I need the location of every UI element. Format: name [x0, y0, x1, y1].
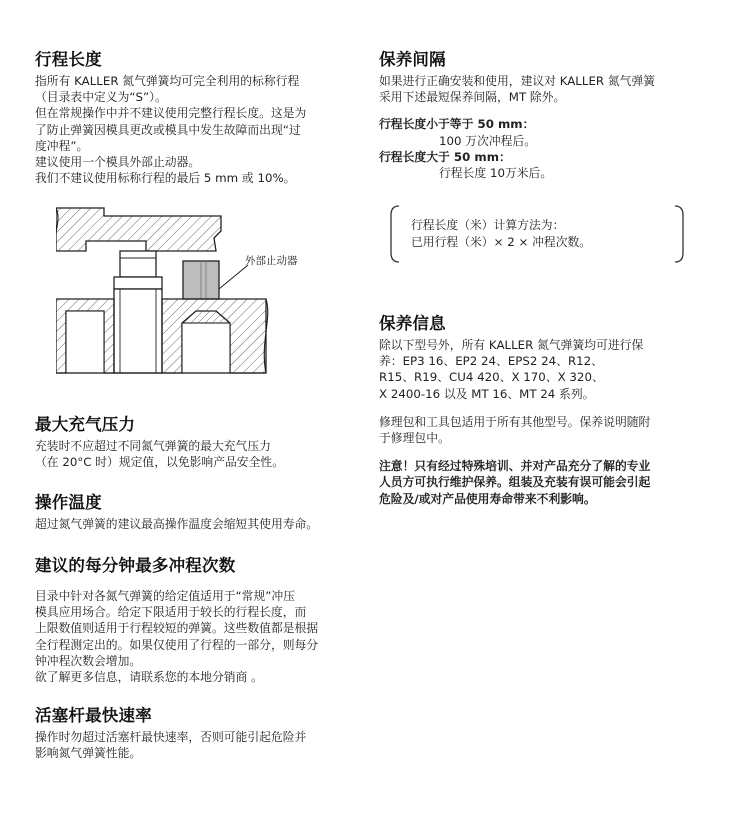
strokes-per-minute-section: [35, 556, 357, 685]
service-interval-heading: 保养间隔: [379, 50, 446, 69]
rule2-label: 行程长度大于 50 mm：: [379, 149, 511, 164]
text-line: 于修理包中。: [379, 431, 450, 446]
text-line: 修理包和工具包适用于所有其他型号。保养说明随附: [379, 414, 651, 429]
rule2-value: 行程长度 10万米后。: [439, 166, 553, 181]
service-info-section: [379, 314, 699, 507]
formula-line: 行程长度（米）计算方法为：: [411, 218, 565, 232]
strokes-per-minute-text: [35, 588, 357, 685]
text-line: 度冲程”。: [35, 138, 89, 153]
text-line: 模具应用场合。给定下限适用于较长的行程长度，而: [35, 605, 307, 620]
operating-temp-section: [35, 493, 357, 532]
text-line: 欲了解更多信息，请联系您的本地分销商 。: [35, 670, 263, 685]
text-line: 影响氮气弹簧性能。: [35, 746, 142, 761]
piston-speed-text: [35, 729, 357, 761]
text-line: 指所有 KALLER 氮气弹簧均可完全利用的标称行程: [35, 74, 300, 88]
max-pressure-text: [35, 438, 357, 470]
warning-line: 注意！只有经过特殊培训、并对产品充分了解的专业: [379, 459, 651, 474]
service-interval-section: [379, 50, 699, 181]
piston-speed-section: [35, 706, 357, 761]
service-interval-text: [379, 73, 699, 105]
strokes-per-minute-heading: 建议的每分钟最多冲程次数: [35, 556, 236, 575]
formula-text: [411, 217, 591, 251]
text-line: 如果进行正确安装和使用，建议对 KALLER 氮气弹簧: [379, 74, 656, 88]
text-line: R15、R19、CU4 420、X 170、X 320、: [379, 370, 604, 385]
text-line: （在 20°C 时）规定值，以免影响产品安全性。: [35, 455, 284, 470]
text-line: 全行程测定出的。如果仅使用了行程的一部分，则每分: [35, 637, 319, 652]
warning-line: 危险及/或对产品使用寿命带来不利影响。: [379, 491, 596, 506]
operating-temp-text: [35, 516, 357, 532]
text-line: 采用下述最短保养间隔，MT 除外。: [379, 90, 566, 105]
max-pressure-heading: 最大充气压力: [35, 415, 136, 434]
text-line: 操作时勿超过活塞杆最快速率，否则可能引起危险并: [35, 730, 307, 744]
stroke-length-section: [35, 50, 357, 186]
text-line: 目录中针对各氮气弹簧的给定值适用于“常规”冲压: [35, 589, 295, 603]
text-line: 除以下型号外，所有 KALLER 氮气弹簧均可进行保: [379, 338, 644, 352]
service-info-heading: 保养信息: [379, 314, 446, 333]
external-stopper-diagram: [56, 203, 274, 383]
text-line: 上限数值则适用于行程较短的弹簧。这些数值都是根据: [35, 621, 319, 636]
text-line: 建议使用一个模具外部止动器。: [35, 155, 201, 170]
operating-temp-heading: 操作温度: [35, 493, 102, 512]
service-info-text: [379, 337, 699, 402]
stroke-length-text: [35, 73, 357, 186]
text-line: （目录表中定义为“S”）。: [35, 90, 167, 105]
text-line: 充装时不应超过不同氮气弹簧的最大充气压力: [35, 439, 271, 453]
max-pressure-section: [35, 415, 357, 470]
service-warning: [379, 458, 699, 507]
diagram-callout-label: 外部止动器: [245, 255, 298, 267]
formula-box: [389, 205, 685, 263]
warning-line: 人员方可执行维护保养。组装及充装有误可能会引起: [379, 475, 651, 490]
piston-speed-heading: 活塞杆最快速率: [35, 706, 152, 725]
text-line: 超过氮气弹簧的建议最高操作温度会缩短其使用寿命。: [35, 517, 319, 531]
text-line: 我们不建议使用标称行程的最后 5 mm 或 10%。: [35, 171, 296, 186]
stroke-length-heading: 行程长度: [35, 50, 102, 69]
text-line: 但在常规操作中并不建议使用完整行程长度。这是为: [35, 106, 307, 121]
rule1-value: 100 万次冲程后。: [439, 133, 537, 148]
service-info-text-2: [379, 414, 699, 446]
text-line: 钟冲程次数会增加。: [35, 653, 142, 668]
text-line: X 2400-16 以及 MT 16、MT 24 系列。: [379, 386, 595, 401]
text-line: 了防止弹簧因模具更改或模具中发生故障而出现“过: [35, 122, 301, 137]
rule1-label: 行程长度小于等于 50 mm：: [379, 117, 535, 132]
formula-line: 已用行程（米）× 2 × 冲程次数。: [411, 235, 592, 249]
text-line: 养：EP3 16、EP2 24、EPS2 24、R12、: [379, 354, 603, 369]
service-interval-rules: [379, 116, 699, 181]
